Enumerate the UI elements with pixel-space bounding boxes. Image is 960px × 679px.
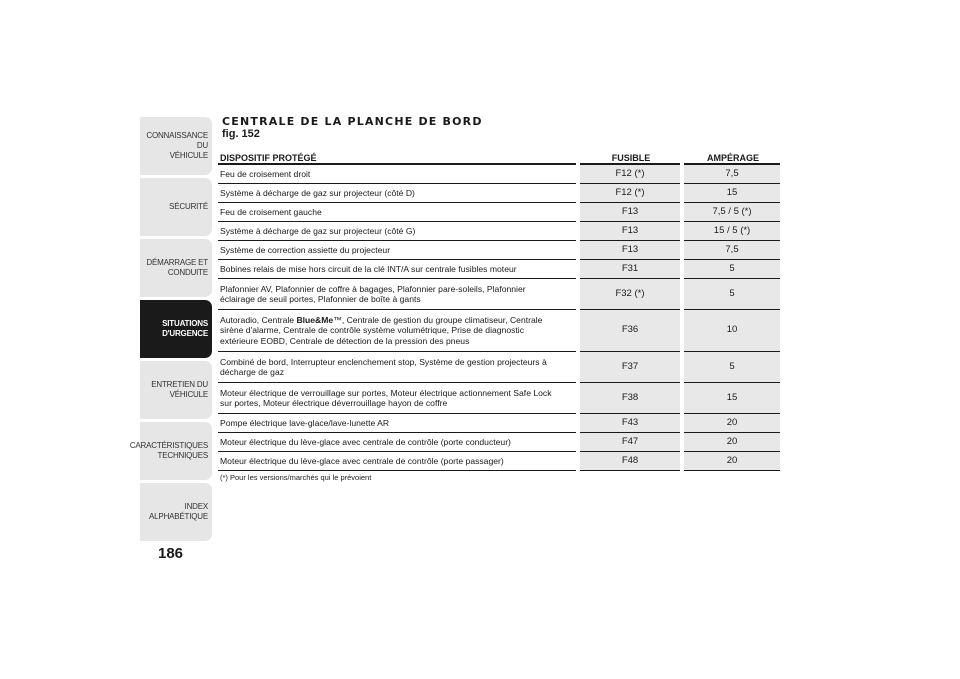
cell-fuse: F31 — [578, 260, 682, 279]
table-row — [218, 352, 780, 383]
cell-fuse: F12 (*) — [578, 164, 682, 184]
cell-device: Système à décharge de gaz sur projecteur (côté D) — [218, 184, 578, 203]
cell-device: Bobines relais de mise hors circuit de la clé INT/A sur centrale fusibles moteur — [218, 260, 578, 279]
page-number: 186 — [158, 545, 184, 562]
cell-amperage: 5 — [682, 352, 780, 383]
cell-amperage: 7,5 / 5 (*) — [682, 203, 780, 222]
cell-fuse: F32 (*) — [578, 279, 682, 310]
cell-device: Système de correction assiette du projecteur — [218, 241, 578, 260]
tab-index-alphabetique[interactable] — [140, 483, 212, 541]
tab-label: CARACTÉRISTIQUES TECHNIQUES — [129, 441, 208, 460]
cell-fuse: F48 — [578, 452, 682, 471]
cell-amperage: 5 — [682, 260, 780, 279]
cell-fuse: F12 (*) — [578, 184, 682, 203]
cell-device: Pompe électrique lave-glace/lave-lunette AR — [218, 414, 578, 433]
device-text: ™, Centrale de gestion du groupe climatiseur, Centrale sirène d'alarme, Centrale de contrôle système volumétrique, Prise de diagnostic extérieure EOBD, Centrale de détection de la pression des pneus — [220, 314, 543, 346]
cell-amperage: 15 — [682, 383, 780, 414]
table-row — [218, 383, 780, 414]
tab-situations-urgence[interactable] — [140, 300, 212, 358]
brand-name: Blue&Me — [296, 314, 334, 325]
tab-label: SÉCURITÉ — [169, 202, 208, 211]
section-title: CENTRALE DE LA PLANCHE DE BORD — [222, 115, 483, 128]
cell-fuse: F37 — [578, 352, 682, 383]
cell-fuse: F13 — [578, 203, 682, 222]
tab-demarrage-conduite[interactable] — [140, 239, 212, 297]
table-row — [218, 433, 780, 452]
tab-label: SITUATIONS D'URGENCE — [162, 319, 208, 338]
table-row — [218, 222, 780, 241]
tab-label: INDEX ALPHABÉTIQUE — [149, 502, 208, 521]
table-row — [218, 203, 780, 222]
cell-device — [218, 310, 578, 352]
cell-device: Plafonnier AV, Plafonnier de coffre à bagages, Plafonnier pare-soleils, Plafonnier éclairage de seuil portes, Plafonnier de boîte à gants — [218, 279, 578, 310]
tab-label: CONNAISSANCE DU VÉHICULE — [146, 131, 208, 160]
table-row — [218, 241, 780, 260]
cell-amperage: 10 — [682, 310, 780, 352]
table-row — [218, 260, 780, 279]
header-fuse: FUSIBLE — [578, 147, 682, 164]
table-footnote: (*) Pour les versions/marchés qui le prévoient — [220, 473, 372, 482]
fuse-table — [218, 147, 780, 471]
header-amperage: AMPÉRAGE — [682, 147, 780, 164]
header-device: DISPOSITIF PROTÉGÉ — [218, 147, 578, 164]
cell-device: Moteur électrique de verrouillage sur portes, Moteur électrique actionnement Safe Lock sur portes, Moteur électrique déverrouillage hayon de coffre — [218, 383, 578, 414]
cell-amperage: 20 — [682, 414, 780, 433]
cell-device: Feu de croisement droit — [218, 164, 578, 184]
cell-device: Moteur électrique du lève-glace avec centrale de contrôle (porte passager) — [218, 452, 578, 471]
table-row — [218, 310, 780, 352]
cell-amperage: 15 — [682, 184, 780, 203]
cell-amperage: 20 — [682, 452, 780, 471]
tab-label: ENTRETIEN DU VÉHICULE — [151, 380, 208, 399]
main-content — [218, 115, 780, 482]
table-row — [218, 414, 780, 433]
cell-device: Feu de croisement gauche — [218, 203, 578, 222]
tab-caracteristiques-techniques[interactable] — [129, 422, 212, 480]
cell-device: Moteur électrique du lève-glace avec centrale de contrôle (porte conducteur) — [218, 433, 578, 452]
table-row — [218, 184, 780, 203]
cell-fuse: F47 — [578, 433, 682, 452]
cell-fuse: F13 — [578, 241, 682, 260]
cell-amperage: 15 / 5 (*) — [682, 222, 780, 241]
table-header-row — [218, 147, 780, 164]
cell-amperage: 7,5 — [682, 241, 780, 260]
table-row — [218, 279, 780, 310]
table-row — [218, 164, 780, 184]
cell-fuse: F13 — [578, 222, 682, 241]
cell-device: Combiné de bord, Interrupteur enclenchement stop, Système de gestion projecteurs à décharge de gaz — [218, 352, 578, 383]
cell-amperage: 20 — [682, 433, 780, 452]
tab-label: DÉMARRAGE ET CONDUITE — [146, 258, 208, 277]
cell-fuse: F43 — [578, 414, 682, 433]
cell-fuse: F38 — [578, 383, 682, 414]
table-row — [218, 452, 780, 471]
cell-fuse: F36 — [578, 310, 682, 352]
cell-amperage: 5 — [682, 279, 780, 310]
device-text: Autoradio, Centrale — [220, 314, 297, 325]
tab-securite[interactable] — [140, 178, 212, 236]
tab-entretien-vehicule[interactable] — [140, 361, 212, 419]
cell-amperage: 7,5 — [682, 164, 780, 184]
cell-device: Système à décharge de gaz sur projecteur (côté G) — [218, 222, 578, 241]
tab-connaissance-vehicule[interactable] — [140, 117, 212, 175]
figure-reference: fig. 152 — [222, 128, 260, 140]
